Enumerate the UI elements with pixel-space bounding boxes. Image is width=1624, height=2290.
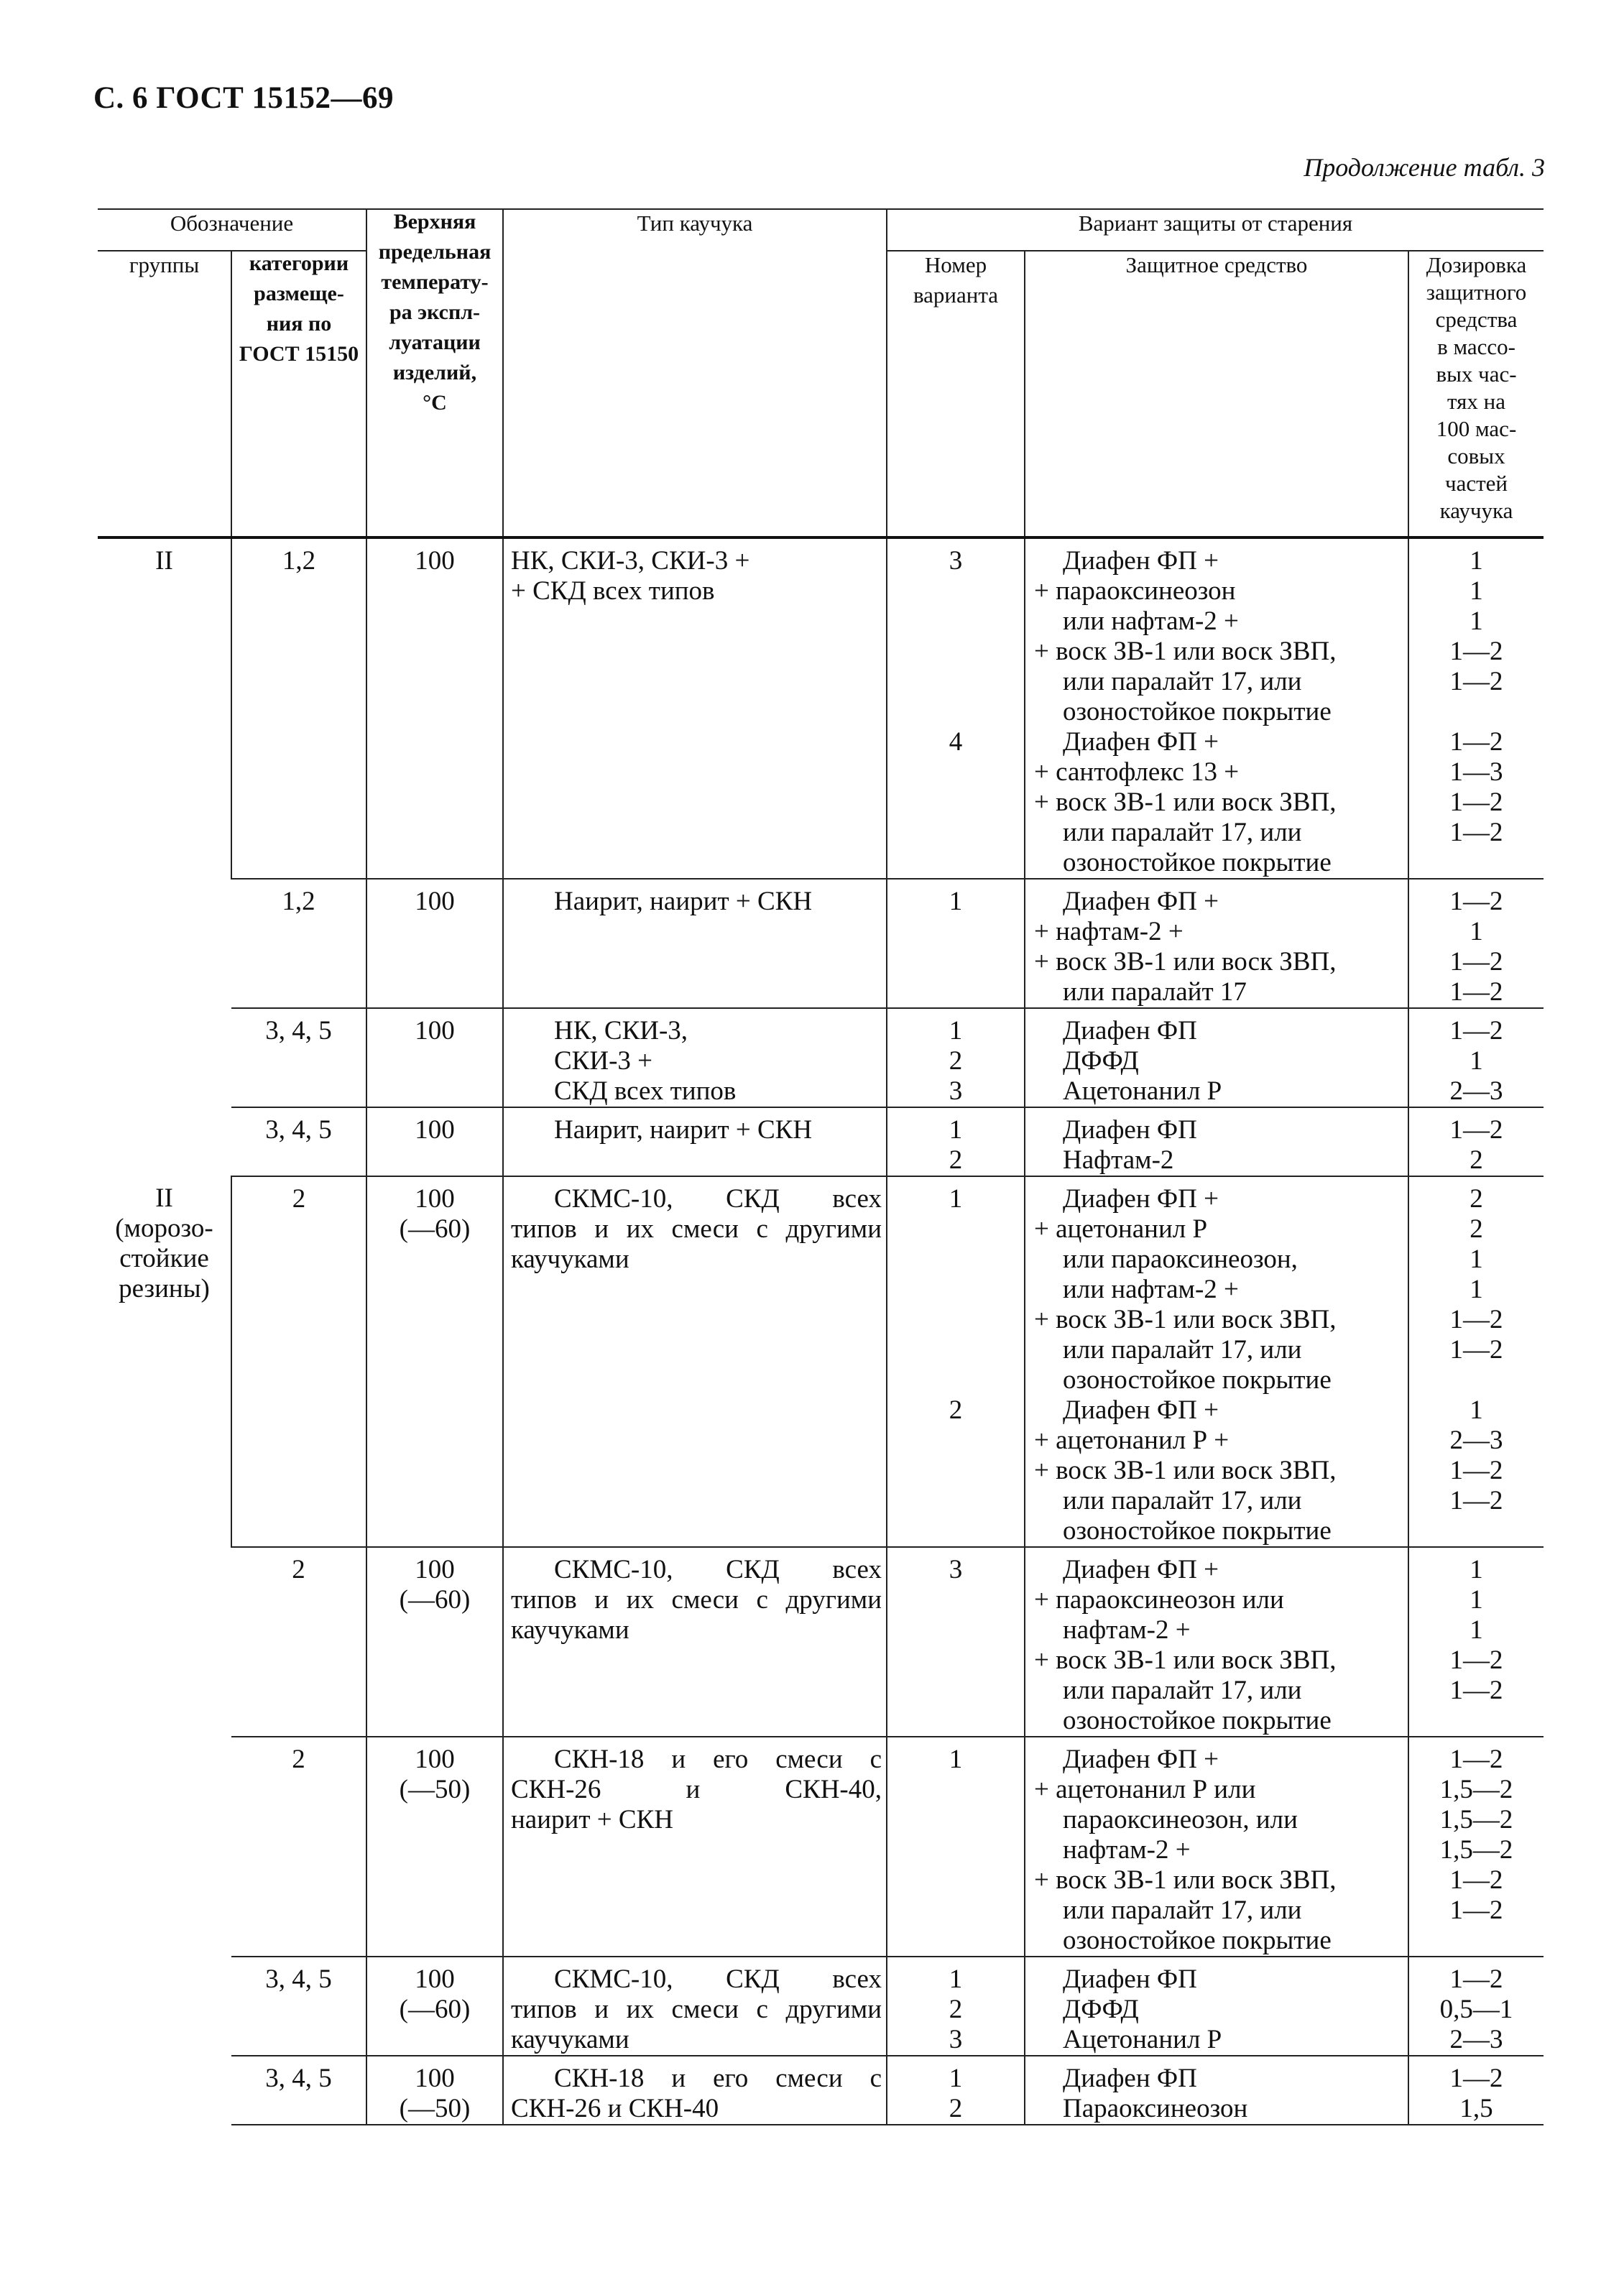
variant-number-cell (887, 1176, 1025, 1547)
cell-line: 3 (949, 546, 963, 576)
rubber-type-cell (503, 1008, 887, 1107)
cell-line: + сантофлекс 13 + (1034, 757, 1240, 787)
cell-line: (—60) (399, 1995, 471, 2024)
cell-line: (—50) (399, 2094, 471, 2123)
cell-line: 1,5 (1459, 2094, 1493, 2123)
cell-line (887, 606, 1024, 637)
dosage-cell (1408, 1107, 1544, 1176)
cell-line: типов и их смеси с другими (511, 1214, 882, 1244)
cell-line: 1—2 (1449, 1896, 1503, 1925)
cell-line: + воск ЗВ-1 или воск ЗВП, (1034, 1456, 1337, 1485)
cell-line: II (155, 546, 173, 576)
variant-number-cell (887, 537, 1025, 879)
table-row (98, 1008, 1544, 1107)
page-header: С. 6 ГОСТ 15152—69 (93, 81, 395, 115)
cell-line: СКН-26 и СКН-40, (511, 1775, 882, 1804)
cell-line (887, 848, 1024, 878)
cell-line: или нафтам-2 + (1063, 1275, 1239, 1304)
temperature-cell (366, 1008, 503, 1107)
temperature-cell (366, 1957, 503, 2056)
cell-line (887, 1456, 1024, 1486)
cell-line: 2 (292, 1184, 306, 1214)
cell-line: 1—2 (1449, 1865, 1503, 1895)
cell-line: или параоксинеозон, (1063, 1245, 1298, 1274)
cell-line: типов и их смеси с другими (511, 1585, 882, 1615)
cell-line: 1—2 (1449, 1456, 1503, 1485)
cell-line: Диафен ФП + (1063, 1395, 1219, 1425)
category-cell (231, 879, 366, 1008)
cell-line: СКД всех типов (554, 1076, 737, 1106)
cell-line (887, 1926, 1024, 1956)
cell-line (887, 667, 1024, 697)
cell-line: СКМС-10, СКД всех (554, 1555, 882, 1584)
cell-line: II (155, 1183, 173, 1213)
cell-line: 0,5—1 (1439, 1995, 1513, 2024)
table-row (98, 1176, 1544, 1547)
cell-line (887, 1835, 1024, 1865)
cell-line: 100 (415, 1115, 455, 1145)
category-cell (231, 1737, 366, 1957)
cell-line: 1—2 (1449, 1745, 1503, 1774)
cell-line: НК, СКИ-3, СКИ-3 + (511, 546, 750, 576)
cell-line: 2 (1470, 1214, 1483, 1244)
protective-agent-cell (1025, 2056, 1408, 2125)
cell-line: 100 (415, 1745, 455, 1774)
cell-line: 2 (292, 1745, 305, 1774)
cell-line: СКИ-3 + (554, 1046, 653, 1076)
dosage-cell (1408, 1176, 1544, 1547)
cell-line: Диафен ФП + (1063, 1745, 1219, 1774)
category-cell (231, 1957, 366, 2056)
cell-line: Ацетонанил Р (1063, 1076, 1222, 1106)
cell-line: (—60) (399, 1214, 471, 1244)
upper-temp-header: Верхняя предельная температу- ра экспл- луатации изделий, °С (366, 209, 503, 537)
cell-line: 3, 4, 5 (265, 1115, 332, 1145)
cell-line: озоностойкое покрытие (1063, 1516, 1332, 1546)
variant-number-cell (887, 1008, 1025, 1107)
cell-line: типов и их смеси с другими (511, 1995, 882, 2024)
cell-line: 1—2 (1449, 947, 1503, 977)
cell-line: 1 (1470, 1395, 1483, 1425)
cell-line: 1—2 (1449, 1486, 1503, 1515)
cell-line: или паралайт 17, или (1063, 1486, 1302, 1515)
cell-line: 1—2 (1449, 887, 1503, 916)
dosage-cell (1408, 1008, 1544, 1107)
table-row (98, 1107, 1544, 1176)
cell-line: 1—2 (1449, 637, 1503, 666)
cell-line: + воск ЗВ-1 или воск ЗВП, (1034, 1305, 1337, 1334)
protective-agent-cell (1025, 1737, 1408, 1957)
cell-line: или паралайт 17, или (1063, 1335, 1302, 1365)
variant-number-header: Номер варианта (887, 251, 1025, 537)
rubber-type-cell (503, 879, 887, 1008)
cell-line: 1 (1470, 606, 1483, 636)
cell-line (887, 1585, 1024, 1615)
cell-line: нафтам-2 + (1063, 1835, 1191, 1865)
rubber-type-cell (503, 1107, 887, 1176)
cell-line: 1 (1470, 1245, 1483, 1274)
cell-line: ДФФД (1063, 1046, 1139, 1076)
cell-line: 1,2 (282, 546, 316, 576)
cell-line: озоностойкое покрытие (1063, 1365, 1332, 1395)
cell-line: каучуками (511, 2025, 629, 2054)
cell-line: 1 (1470, 1275, 1483, 1304)
cell-line: СКМС-10, СКД всех (554, 1184, 882, 1214)
cell-line: 3 (949, 1076, 963, 1106)
cell-line: 1—2 (1449, 667, 1503, 696)
cell-line: или паралайт 17, или (1063, 1896, 1302, 1925)
cell-line (887, 1245, 1024, 1275)
variant-number-cell (887, 1737, 1025, 1957)
temperature-cell (366, 2056, 503, 2125)
table-row (98, 1547, 1544, 1737)
table-row (98, 2056, 1544, 2125)
temperature-cell (366, 1107, 503, 1176)
dosage-cell (1408, 1957, 1544, 2056)
protective-agent-cell (1025, 1957, 1408, 2056)
cell-line: каучуками (511, 1615, 629, 1645)
cell-line: Диафен ФП (1063, 1016, 1197, 1045)
temperature-cell (366, 1176, 503, 1547)
cell-line (887, 637, 1024, 667)
cell-line: 1 (1470, 1585, 1483, 1615)
cell-line: озоностойкое покрытие (1063, 697, 1332, 726)
cell-line: + ацетонанил Р или (1034, 1775, 1256, 1804)
cell-line: 1,5—2 (1439, 1775, 1513, 1804)
cell-line: 3, 4, 5 (265, 2064, 332, 2093)
cell-line: 1 (1470, 546, 1483, 576)
cell-line (887, 1706, 1024, 1736)
cell-line: каучуками (511, 1245, 629, 1274)
cell-line: 1 (949, 1745, 963, 1774)
cell-line: наирит + СКН (511, 1805, 673, 1834)
cell-line: 3, 4, 5 (265, 1964, 332, 1994)
cell-line: 1 (949, 1964, 963, 1994)
protective-agent-cell (1025, 1008, 1408, 1107)
cell-line: стойкие (119, 1244, 209, 1273)
cell-line (1409, 1706, 1544, 1736)
table-row (98, 1957, 1544, 2056)
cell-line: ДФФД (1063, 1995, 1139, 2024)
cell-line: 2 (949, 1145, 963, 1175)
cell-line: (морозо- (115, 1214, 213, 1243)
cell-line: 2 (949, 1995, 963, 2024)
cell-line (887, 1305, 1024, 1335)
table-continuation-label: Продолжение табл. 3 (1304, 153, 1545, 182)
cell-line: 1—2 (1449, 1335, 1503, 1365)
rubber-type-cell (503, 1957, 887, 2056)
protective-agent-cell (1025, 1547, 1408, 1737)
cell-line (887, 917, 1024, 947)
cell-line: + воск ЗВ-1 или воск ЗВП, (1034, 1865, 1337, 1895)
cell-line (887, 1676, 1024, 1706)
cell-line: 1 (1470, 1555, 1483, 1584)
category-cell (231, 1176, 366, 1547)
group-cell (98, 1176, 231, 2125)
cell-line (887, 757, 1024, 788)
cell-line: Диафен ФП (1063, 2064, 1197, 2093)
cell-line: резины) (119, 1274, 210, 1303)
variant-number-cell (887, 1547, 1025, 1737)
cell-line: + параоксинеозон или (1034, 1585, 1284, 1615)
cell-line: 1—2 (1449, 727, 1503, 757)
cell-line: 1 (949, 1184, 963, 1214)
cell-line: + параоксинеозон (1034, 576, 1236, 606)
cell-line: Ацетонанил Р (1063, 2025, 1222, 2054)
cell-line: 100 (415, 1555, 455, 1584)
variant-number-cell (887, 879, 1025, 1008)
designation-header: Обозначение (98, 209, 366, 251)
dosage-cell (1408, 2056, 1544, 2125)
rubber-type-cell (503, 537, 887, 879)
cell-line: 1 (1470, 576, 1483, 606)
cell-line (887, 1615, 1024, 1645)
cell-line: (—50) (399, 1775, 471, 1804)
temperature-cell (366, 1547, 503, 1737)
cell-line: + воск ЗВ-1 или воск ЗВП, (1034, 947, 1337, 977)
cell-line: 1 (949, 2064, 963, 2093)
cell-line (887, 1805, 1024, 1835)
cell-line: 1—2 (1449, 1645, 1503, 1675)
cell-line: 1 (1470, 917, 1483, 946)
cell-line: 1,5—2 (1439, 1805, 1513, 1834)
category-header: категории размеще- ния по ГОСТ 15150 (231, 251, 366, 537)
cell-line: 100 (415, 1964, 455, 1994)
cell-line (887, 788, 1024, 818)
cell-line: озоностойкое покрытие (1063, 848, 1332, 877)
category-cell (231, 2056, 366, 2125)
cell-line: 2 (1470, 1184, 1483, 1214)
temperature-cell (366, 1737, 503, 1957)
cell-line: Нафтам-2 (1063, 1145, 1174, 1175)
cell-line: 1—2 (1449, 1016, 1503, 1045)
cell-line: параоксинеозон, или (1063, 1805, 1298, 1834)
cell-line: 1 (949, 887, 963, 916)
protection-variant-header: Вариант защиты от старения (887, 209, 1544, 251)
cell-line: Диафен ФП (1063, 1964, 1197, 1994)
dosage-header: Дозировка защитного средства в массо- вых час- тях на 100 мас- совых частей каучука (1408, 251, 1544, 537)
cell-line: Параоксинеозон (1063, 2094, 1248, 2123)
cell-line: или паралайт 17, или (1063, 1676, 1302, 1705)
category-cell (231, 537, 366, 879)
group-cell (98, 537, 231, 1176)
cell-line (887, 947, 1024, 977)
cell-line: 1 (1470, 1046, 1483, 1076)
dosage-cell (1408, 879, 1544, 1008)
cell-line: 100 (415, 1184, 455, 1214)
cell-line (887, 1645, 1024, 1676)
cell-line: Диафен ФП (1063, 1115, 1197, 1145)
cell-line: 1—2 (1449, 1305, 1503, 1334)
cell-line: 100 (415, 887, 455, 916)
cell-line: Диафен ФП + (1063, 727, 1219, 757)
table-row (98, 1737, 1544, 1957)
cell-line: 3, 4, 5 (265, 1016, 332, 1045)
variant-number-cell (887, 1957, 1025, 2056)
protection-table (98, 208, 1544, 2125)
cell-line: 2—3 (1449, 1076, 1503, 1106)
groups-header: группы (98, 251, 231, 537)
cell-line: СКН-18 и его смеси с (554, 2064, 882, 2093)
cell-line: 2—3 (1449, 1426, 1503, 1455)
cell-line: 2—3 (1449, 2025, 1503, 2054)
cell-line: Диафен ФП + (1063, 1555, 1219, 1584)
variant-number-cell (887, 1107, 1025, 1176)
table-row (98, 879, 1544, 1008)
cell-line: 100 (415, 546, 455, 576)
cell-line: Диафен ФП + (1063, 546, 1219, 576)
cell-line: Диафен ФП + (1063, 887, 1219, 916)
cell-line (887, 1516, 1024, 1546)
cell-line: + воск ЗВ-1 или воск ЗВП, (1034, 637, 1337, 666)
category-cell (231, 1107, 366, 1176)
cell-line: или паралайт 17, или (1063, 818, 1302, 847)
cell-line (887, 1275, 1024, 1305)
cell-line: (—60) (399, 1585, 471, 1615)
cell-line: + ацетонанил Р + (1034, 1426, 1229, 1455)
cell-line: 1—2 (1449, 977, 1503, 1007)
protective-agent-cell (1025, 1176, 1408, 1547)
cell-line: 1,2 (282, 887, 315, 916)
cell-line: или паралайт 17 (1063, 977, 1247, 1007)
dosage-cell (1408, 1737, 1544, 1957)
cell-line: 1—2 (1449, 788, 1503, 817)
table-header (98, 209, 1544, 537)
cell-line: 1—2 (1449, 2064, 1503, 2093)
cell-line: + ацетонанил Р (1034, 1214, 1208, 1244)
cell-line: Диафен ФП + (1063, 1184, 1219, 1214)
table-row (98, 537, 1544, 879)
cell-line: Наирит, наирит + СКН (554, 1115, 813, 1145)
cell-line (1409, 1365, 1544, 1395)
cell-line: 100 (415, 1016, 455, 1045)
cell-line (887, 1214, 1024, 1245)
rubber-type-cell (503, 1547, 887, 1737)
cell-line (887, 697, 1024, 727)
cell-line: + СКД всех типов (511, 576, 715, 606)
cell-line: + воск ЗВ-1 или воск ЗВП, (1034, 788, 1337, 817)
cell-line: 2 (949, 1395, 963, 1425)
cell-line (887, 818, 1024, 848)
protective-agent-cell (1025, 1107, 1408, 1176)
cell-line: + воск ЗВ-1 или воск ЗВП, (1034, 1645, 1337, 1675)
cell-line (887, 1865, 1024, 1896)
rubber-type-cell (503, 1737, 887, 1957)
cell-line (887, 1775, 1024, 1805)
cell-line (1409, 848, 1544, 878)
cell-line: 1—2 (1449, 818, 1503, 847)
cell-line: СКН-18 и его смеси с (554, 1745, 882, 1774)
cell-line: 2 (1470, 1145, 1483, 1175)
cell-line: 2 (292, 1555, 305, 1584)
cell-line: 2 (949, 2094, 963, 2123)
cell-line (887, 1426, 1024, 1456)
cell-line (1409, 1926, 1544, 1956)
cell-line: + нафтам-2 + (1034, 917, 1184, 946)
cell-line: озоностойкое покрытие (1063, 1706, 1332, 1735)
cell-line: 1—2 (1449, 1676, 1503, 1705)
variant-number-cell (887, 2056, 1025, 2125)
rubber-type-cell (503, 1176, 887, 1547)
dosage-cell (1408, 1547, 1544, 1737)
cell-line: 3 (949, 2025, 963, 2054)
cell-line: 2 (949, 1046, 963, 1076)
cell-line: 3 (949, 1555, 963, 1584)
protective-agent-header: Защитное средство (1025, 251, 1408, 537)
cell-line (887, 576, 1024, 606)
cell-line: озоностойкое покрытие (1063, 1926, 1332, 1955)
cell-line: 1—3 (1449, 757, 1503, 787)
cell-line: 1—2 (1449, 1964, 1503, 1994)
cell-line: СКН-26 и СКН-40 (511, 2094, 719, 2123)
category-cell (231, 1547, 366, 1737)
cell-line: 1 (1470, 1615, 1483, 1645)
category-cell (231, 1008, 366, 1107)
cell-line: 100 (415, 2064, 455, 2093)
cell-line (887, 977, 1024, 1007)
dosage-cell (1408, 537, 1544, 879)
rubber-type-cell (503, 2056, 887, 2125)
table-body (98, 537, 1544, 2125)
cell-line: 4 (949, 727, 963, 757)
cell-line (1409, 697, 1544, 727)
cell-line: Наирит, наирит + СКН (554, 887, 813, 916)
temperature-cell (366, 537, 503, 879)
protective-agent-cell (1025, 879, 1408, 1008)
cell-line: 1 (949, 1016, 963, 1045)
cell-line: или нафтам-2 + (1063, 606, 1239, 636)
temperature-cell (366, 879, 503, 1008)
rubber-type-header: Тип каучука (503, 209, 887, 537)
cell-line (887, 1335, 1024, 1365)
cell-line: или паралайт 17, или (1063, 667, 1302, 696)
cell-line (1409, 1516, 1544, 1546)
cell-line: СКМС-10, СКД всех (554, 1964, 882, 1994)
cell-line: нафтам-2 + (1063, 1615, 1191, 1645)
protective-agent-cell (1025, 537, 1408, 879)
cell-line: 1—2 (1449, 1115, 1503, 1145)
cell-line (887, 1896, 1024, 1926)
cell-line (887, 1365, 1024, 1395)
cell-line: НК, СКИ-3, (554, 1016, 688, 1045)
cell-line: 1,5—2 (1439, 1835, 1513, 1865)
cell-line: 1 (949, 1115, 963, 1145)
cell-line (887, 1486, 1024, 1516)
